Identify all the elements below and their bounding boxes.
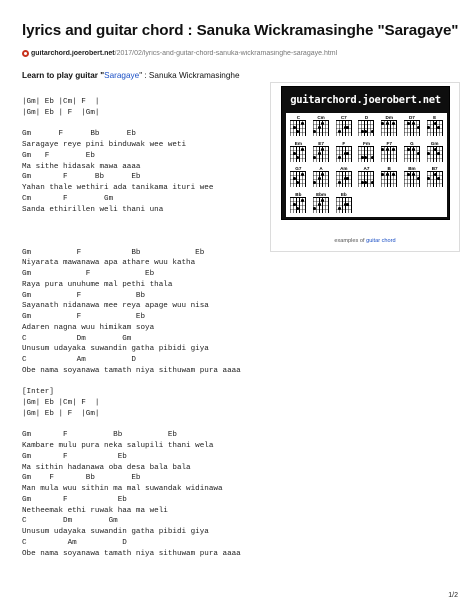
chord-name: B xyxy=(387,166,391,171)
finger-dot xyxy=(407,122,410,125)
finger-dot xyxy=(301,122,304,125)
finger-dot xyxy=(434,148,437,151)
page-number: 1/2 xyxy=(448,592,458,599)
finger-dot xyxy=(434,173,437,176)
chord-name: C7 xyxy=(340,115,347,120)
lyric-line: Netheemak ethi ruwak haa ma weli xyxy=(22,506,168,515)
finger-dot xyxy=(371,181,374,184)
chord-diagram xyxy=(287,114,310,140)
finger-dot xyxy=(293,203,296,206)
finger-dot xyxy=(293,177,296,180)
finger-dot xyxy=(346,126,349,129)
chord-diagram xyxy=(287,191,310,217)
finger-dot xyxy=(296,207,299,210)
chord-diagram xyxy=(355,140,378,166)
source-path[interactable]: /2017/02/lyrics-and-guitar-chord-sanuka-wickramasinghe-saragaye.html xyxy=(114,50,338,57)
chord-name: A7 xyxy=(363,166,370,171)
finger-dot xyxy=(338,130,341,133)
chord-diagram xyxy=(401,114,424,140)
chord-diagram xyxy=(378,165,401,191)
lyric-line xyxy=(22,119,272,130)
fretboard-icon xyxy=(336,171,352,187)
chord-name: D7 xyxy=(408,115,415,120)
lyrics-block xyxy=(22,97,272,559)
finger-dot xyxy=(301,148,304,151)
intro-prefix: Learn to play guitar " xyxy=(22,71,105,80)
finger-dot xyxy=(417,126,420,129)
fretboard-icon xyxy=(404,171,420,187)
finger-dot xyxy=(412,148,415,151)
fretboard-icon xyxy=(336,197,352,213)
lyric-line: Obe nama soyanawa tamath niya sithuwam pura aaaa xyxy=(22,549,241,558)
chord-diagram xyxy=(287,140,310,166)
finger-dot xyxy=(346,203,349,206)
chart-site-label: guitarchord.joerobert.net xyxy=(290,94,441,106)
fretboard-icon xyxy=(290,146,306,162)
finger-dot xyxy=(321,122,324,125)
lyric-line: Gm F Eb xyxy=(22,313,146,321)
fretboard-icon xyxy=(358,120,374,136)
fretboard-icon xyxy=(336,146,352,162)
lyric-line: [Inter] xyxy=(22,388,54,397)
finger-dot xyxy=(437,177,440,180)
fretboard-icon xyxy=(404,120,420,136)
finger-dot xyxy=(318,177,321,180)
lyric-line: Kambare mulu pura neka salupili thani wela xyxy=(22,442,214,450)
chord-name: Em xyxy=(294,140,302,146)
finger-dot xyxy=(338,207,341,210)
chord-name: Fm xyxy=(363,140,370,146)
lyric-line: Gm F Eb xyxy=(22,495,127,504)
lyric-line: C Am D xyxy=(22,538,127,547)
chord-name: Gm xyxy=(430,140,439,146)
chord-name: D xyxy=(364,115,369,120)
finger-dot xyxy=(386,173,389,176)
finger-dot xyxy=(381,173,384,176)
finger-dot xyxy=(437,126,440,129)
lyric-line: Saragaye reye pini binduwak wee weti xyxy=(22,141,187,149)
chord-diagram xyxy=(310,165,333,191)
finger-dot xyxy=(364,130,367,133)
site-favicon-icon xyxy=(22,50,29,57)
chord-diagram xyxy=(378,114,401,140)
finger-dot xyxy=(313,207,316,210)
finger-dot xyxy=(321,173,324,176)
finger-dot xyxy=(434,122,437,125)
finger-dot xyxy=(364,181,367,184)
chord-diagram xyxy=(423,114,446,140)
finger-dot xyxy=(346,152,349,155)
finger-dot xyxy=(427,152,430,155)
intro-line xyxy=(22,71,240,80)
finger-dot xyxy=(392,148,395,151)
chord-diagram xyxy=(332,191,355,217)
chord-diagram xyxy=(332,140,355,166)
guitar-chord-link[interactable]: guitar chord xyxy=(366,238,396,244)
fretboard-icon xyxy=(381,146,397,162)
chord-diagram xyxy=(332,114,355,140)
lyric-line xyxy=(22,377,272,388)
chord-diagram xyxy=(355,114,378,140)
lyric-line: Adaren nagna wuu himikam soya xyxy=(22,323,155,332)
finger-dot xyxy=(386,122,389,125)
lyric-line: Gm F Bb Eb xyxy=(22,248,205,257)
chord-diagram xyxy=(355,165,378,191)
lyric-line: Cm F Gm xyxy=(22,194,114,203)
fretboard-icon xyxy=(290,197,306,213)
fretboard-icon xyxy=(381,171,397,187)
fretboard-icon xyxy=(336,120,352,136)
lyric-line xyxy=(22,226,272,237)
finger-dot xyxy=(386,148,389,151)
lyric-line: |Gm| Eb |Cm| F | xyxy=(22,399,100,407)
chord-name: A xyxy=(319,166,323,171)
lyric-line: Gm F Bb Eb xyxy=(22,130,136,139)
chord-name: G xyxy=(410,140,414,146)
chord-diagram xyxy=(310,140,333,166)
lyric-line: Ma sithin hadanawa oba desa bala bala xyxy=(22,463,191,472)
lyric-line: Gm F Bb Eb xyxy=(22,474,141,483)
chord-name: Ebm xyxy=(316,191,327,197)
finger-dot xyxy=(371,156,374,159)
finger-dot xyxy=(407,173,410,176)
lyric-line: C Dm Gm xyxy=(22,334,132,343)
fretboard-icon xyxy=(290,171,306,187)
chord-name: Bm xyxy=(408,166,416,171)
source-domain[interactable]: guitarchord.joerobert.net xyxy=(31,50,115,57)
chord-name: Am xyxy=(340,166,348,171)
fretboard-icon xyxy=(313,120,329,136)
finger-dot xyxy=(364,156,367,159)
finger-dot xyxy=(293,126,296,129)
lyric-line: Gm F Eb xyxy=(22,151,95,160)
finger-dot xyxy=(437,152,440,155)
source-url[interactable] xyxy=(22,50,462,57)
finger-dot xyxy=(338,156,341,159)
lyric-line: Ma sithe hidasak mawa aaaa xyxy=(22,162,141,171)
fretboard-icon xyxy=(427,146,443,162)
chord-name: F7 xyxy=(386,140,392,146)
fretboard-icon xyxy=(427,120,443,136)
finger-dot xyxy=(293,152,296,155)
fretboard-icon xyxy=(313,197,329,213)
finger-dot xyxy=(301,199,304,202)
fretboard-icon xyxy=(404,146,420,162)
chord-name: Bb xyxy=(295,191,302,197)
chord-name: E7 xyxy=(318,140,324,146)
chord-diagram-grid xyxy=(286,113,447,217)
lyric-line: Gm F Bb xyxy=(22,291,146,300)
chord-diagram xyxy=(310,114,333,140)
caption-prefix: examples of xyxy=(334,238,367,244)
lyric-line: Raya pura unuhume mal pethi thala xyxy=(22,280,173,289)
fretboard-icon xyxy=(313,146,329,162)
finger-dot xyxy=(313,156,316,159)
lyric-line: Gm F Bb Eb xyxy=(22,431,177,440)
chord-name: Cm xyxy=(317,115,325,120)
fretboard-icon xyxy=(427,171,443,187)
chord-diagram xyxy=(310,191,333,217)
finger-dot xyxy=(318,126,321,129)
finger-dot xyxy=(338,181,341,184)
lyric-line: |Gm| Eb |Cm| F | xyxy=(22,98,100,106)
finger-dot xyxy=(301,173,304,176)
chord-diagram xyxy=(332,165,355,191)
lyric-line xyxy=(22,420,272,431)
lyric-line: |Gm| Eb | F |Gm| xyxy=(22,409,100,418)
finger-dot xyxy=(407,148,410,151)
chord-diagram xyxy=(378,140,401,166)
chord-chart-image[interactable] xyxy=(281,86,450,220)
fretboard-icon xyxy=(381,120,397,136)
finger-dot xyxy=(296,156,299,159)
chord-diagram xyxy=(287,165,310,191)
chord-chart-card xyxy=(270,82,460,252)
lyric-line: Gm F Bb Eb xyxy=(22,173,141,182)
lyric-line: Gm F Eb xyxy=(22,452,127,461)
lyric-line: Unusum udayaka suwandin gatha pibidi giya xyxy=(22,528,209,536)
lyric-line: C Dm Gm xyxy=(22,517,118,526)
chord-name: G7 xyxy=(295,166,302,171)
fretboard-icon xyxy=(313,171,329,187)
chord-name: Eb xyxy=(340,191,347,197)
finger-dot xyxy=(313,130,316,133)
finger-dot xyxy=(318,203,321,206)
lyric-line: Sanda ethirillen weli thani una xyxy=(22,205,164,214)
lyric-line: C Am D xyxy=(22,356,136,364)
chord-diagram xyxy=(423,140,446,166)
finger-dot xyxy=(318,152,321,155)
chord-name: Dm xyxy=(385,115,393,120)
chord-name: B7 xyxy=(431,166,438,171)
lyric-line: Sayanath nidanawa mee reya apage wuu nisa xyxy=(22,302,209,311)
lyric-line: |Gm| Eb | F |Gm| xyxy=(22,108,100,117)
finger-dot xyxy=(346,177,349,180)
intro-suffix: " : Sanuka Wickramasinghe xyxy=(139,71,240,80)
chart-caption xyxy=(271,238,459,244)
finger-dot xyxy=(427,177,430,180)
lyric-line: Unusum udayaka suwandin gatha pibidi giya xyxy=(22,345,209,354)
chord-diagram xyxy=(401,140,424,166)
chord-diagram xyxy=(423,165,446,191)
finger-dot xyxy=(371,130,374,133)
finger-dot xyxy=(321,148,324,151)
lyric-line xyxy=(22,237,272,248)
finger-dot xyxy=(381,148,384,151)
fretboard-icon xyxy=(290,120,306,136)
page-title: lyrics and guitar chord : Sanuka Wickramasinghe "Saragaye" xyxy=(22,22,459,39)
lyric-line: Man mula wuu sithin ma mal suwandak widinawa xyxy=(22,485,223,493)
finger-dot xyxy=(417,152,420,155)
fretboard-icon xyxy=(358,146,374,162)
finger-dot xyxy=(417,177,420,180)
lyric-line: Niyarata mawanawa apa athare wuu katha xyxy=(22,259,196,268)
lyric-line xyxy=(22,215,272,226)
chord-name: C xyxy=(296,115,301,120)
finger-dot xyxy=(392,173,395,176)
finger-dot xyxy=(296,181,299,184)
chord-name: F xyxy=(342,140,346,146)
finger-dot xyxy=(296,130,299,133)
finger-dot xyxy=(381,122,384,125)
fretboard-icon xyxy=(358,171,374,187)
lyric-line: Gm F Eb xyxy=(22,270,155,278)
finger-dot xyxy=(427,126,430,129)
lyric-line: Obe nama soyanawa tamath niya sithuwam pura aaaa xyxy=(22,366,241,375)
finger-dot xyxy=(392,122,395,125)
chord-diagram xyxy=(401,165,424,191)
chord-name: E xyxy=(433,115,437,120)
finger-dot xyxy=(313,181,316,184)
song-link[interactable]: Saragaye xyxy=(104,71,140,80)
finger-dot xyxy=(412,122,415,125)
finger-dot xyxy=(321,199,324,202)
finger-dot xyxy=(412,173,415,176)
lyric-line: Yahan thale wethiri ada tanikama ituri wee xyxy=(22,184,214,192)
finger-dot xyxy=(361,156,364,159)
